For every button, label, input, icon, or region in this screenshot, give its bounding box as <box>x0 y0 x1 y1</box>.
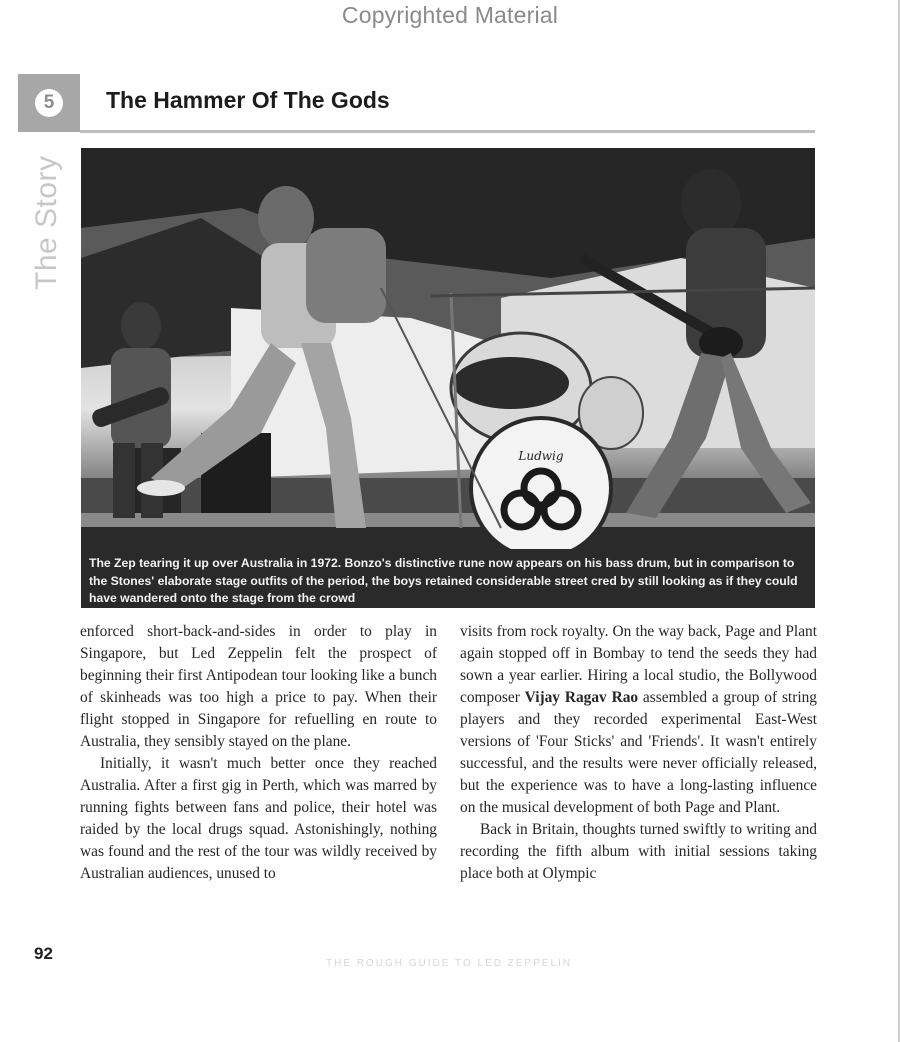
paragraph: Initially, it wasn't much better once they reached Australia. After a first gig in Perth, which was marred by running fights between fans and police, their hotel was raided by the local drugs squad. Astonishingly, nothing was found and the rest of the tour was wildly received by Australian audiences, unused to <box>80 755 437 882</box>
photo-caption: The Zep tearing it up over Australia in 1972. Bonzo's distinctive rune now appears on his bass drum, but in comparison to the Stones' elaborate stage outfits of the period, the boys retained considerable street cred by still looking as if they could have wandered onto the stage from the crowd <box>81 549 815 608</box>
chapter-number: 5 <box>35 89 63 117</box>
body-column-left <box>80 621 437 885</box>
chapter-number-box <box>18 74 80 132</box>
running-footer-title: THE ROUGH GUIDE TO LED ZEPPELIN <box>326 958 573 969</box>
paragraph: Back in Britain, thoughts turned swiftly to writing and recording the fifth album with initial sessions taking place both at Olympic <box>460 821 817 882</box>
paragraph: enforced short-back-and-sides in order to play in Singapore, but Led Zeppelin felt the prospect of beginning their first Antipodean tour looking like a bunch of skinheads was too high a price to pay. When their flight stopped in Singapore for refuelling en route to Australia, they sensibly stayed on the plane. <box>80 623 437 750</box>
header-rule <box>80 130 815 133</box>
text-run: visits from rock royalty. On the way back, Page and Plant again stopped off in Bombay to tend the seeds they had sown a year earlier. Hiring a local studio, the Bollywood composer <box>460 623 817 706</box>
paragraph <box>460 621 817 819</box>
copyright-watermark: Copyrighted Material <box>341 2 559 28</box>
bold-name: Vijay Ragav Rao <box>524 689 639 706</box>
drum-brand-logo: Ludwig <box>518 449 564 463</box>
concert-photo <box>81 148 815 549</box>
chapter-title: The Hammer Of The Gods <box>106 87 390 113</box>
page-number: 92 <box>34 944 53 963</box>
text-run: assembled a group of string players and they recorded experimental East-West versions of 'Four Sticks' and 'Friends'. It wasn't entirely successful, and the results were never officially released, but the experience was to have a long-lasting influence on the musical development of both Page and Plant. <box>460 689 817 816</box>
body-column-right <box>460 621 817 885</box>
concert-photo-illustration <box>81 148 815 549</box>
section-side-label: The Story <box>30 155 63 290</box>
